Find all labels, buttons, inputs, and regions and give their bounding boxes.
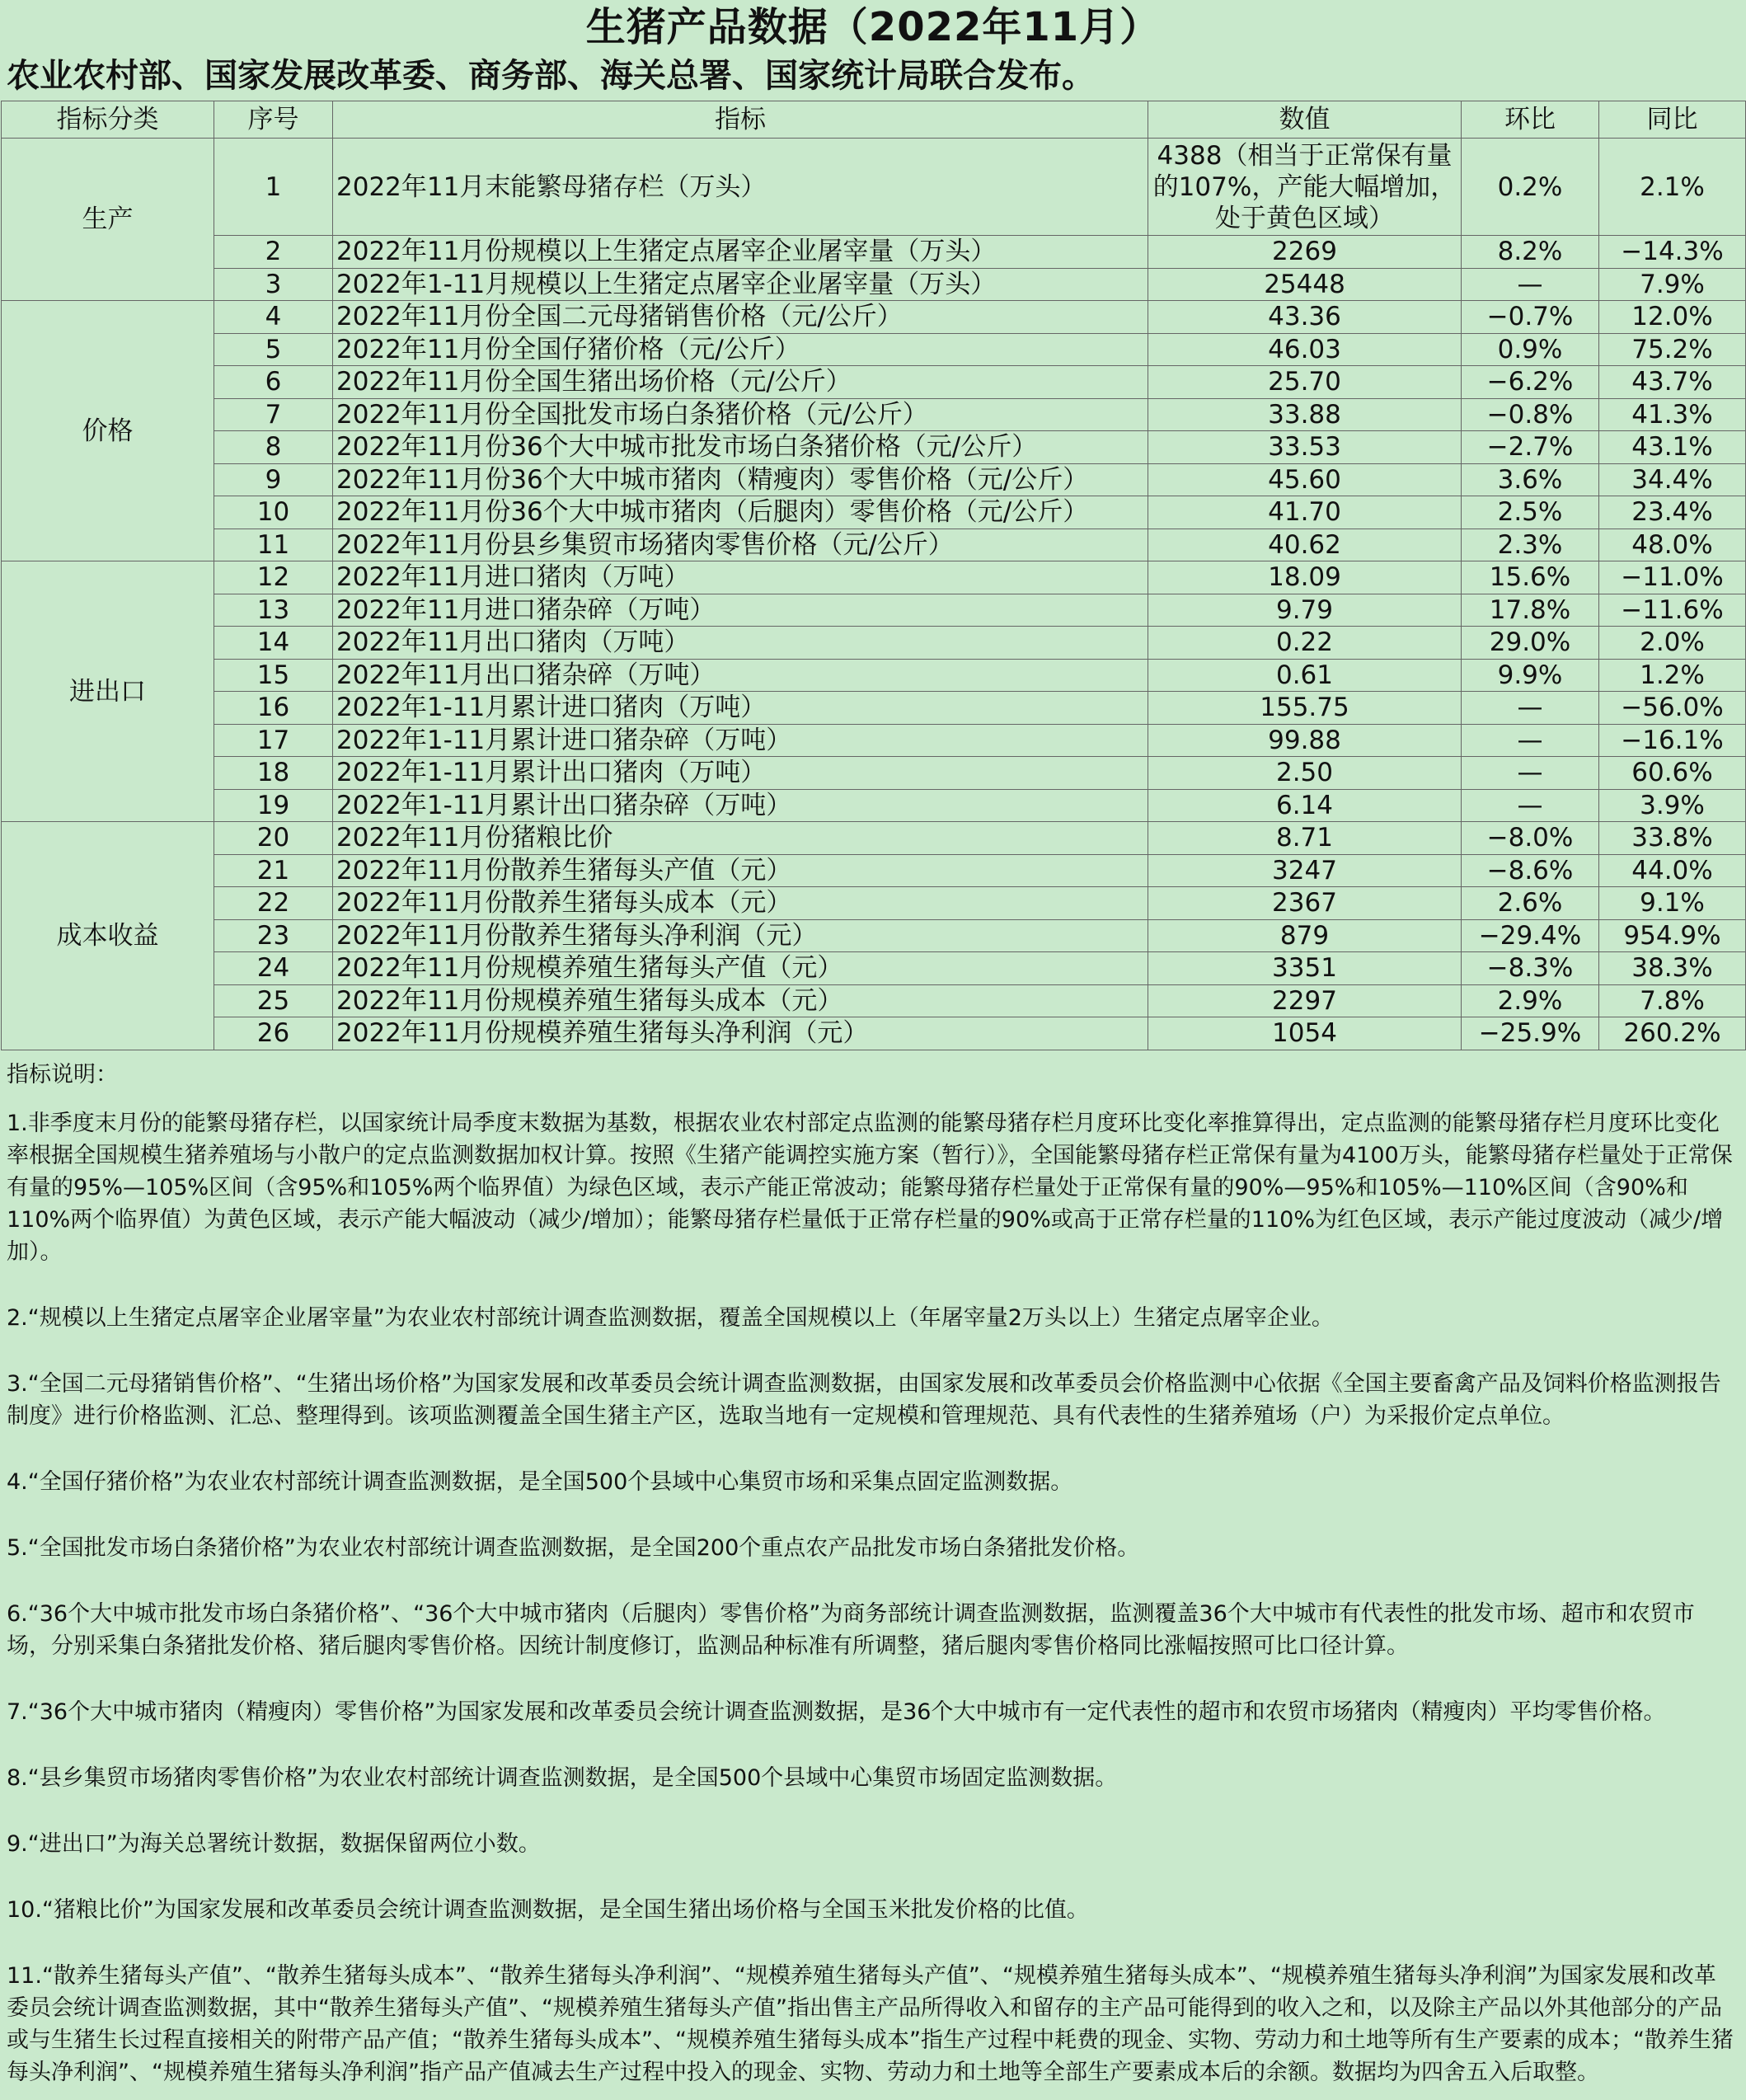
mom-cell: 0.2% — [1462, 139, 1599, 236]
indicator-cell: 2022年11月份散养生猪每头产值（元） — [333, 854, 1148, 887]
yoy-cell: 7.9% — [1599, 268, 1746, 301]
note-item: 10.“猪粮比价”为国家发展和改革委员会统计调查监测数据，是全国生猪出场价格与全国玉米批发价格的比值。 — [7, 1896, 1089, 1923]
table-row — [2, 887, 1746, 920]
header-value: 数值 — [1148, 101, 1462, 139]
table-row — [2, 561, 1746, 594]
seq-cell: 15 — [214, 659, 333, 692]
value-cell: 33.88 — [1148, 398, 1462, 431]
note-item: 3.“全国二元母猪销售价格”、“生猪出场价格”为国家发展和改革委员会统计调查监测数据，由国家发展和改革委员会价格监测中心依据《全国主要畜禽产品及饲料价格监测报告制度》进行价格监测、汇总、整理得到。该项监测覆盖全国生猪主产区，选取当地有一定规模和管理规范、具有代表性的生猪养殖场（户）为采报价定点单位。 — [7, 1370, 1721, 1429]
value-cell: 25448 — [1148, 268, 1462, 301]
value-cell: 0.22 — [1148, 627, 1462, 660]
yoy-cell: −16.1% — [1599, 724, 1746, 757]
seq-cell: 19 — [214, 789, 333, 822]
table-row — [2, 952, 1746, 985]
value-cell: 1054 — [1148, 1017, 1462, 1050]
value-cell: 43.36 — [1148, 301, 1462, 334]
mom-cell: — — [1462, 789, 1599, 822]
table-row — [2, 919, 1746, 952]
yoy-cell: −14.3% — [1599, 236, 1746, 269]
yoy-cell: 48.0% — [1599, 529, 1746, 561]
yoy-cell: 43.1% — [1599, 431, 1746, 464]
yoy-cell: 33.8% — [1599, 822, 1746, 855]
seq-cell: 6 — [214, 366, 333, 399]
mom-cell: 2.6% — [1462, 887, 1599, 920]
table-row — [2, 333, 1746, 366]
value-cell: 9.79 — [1148, 594, 1462, 627]
value-cell: 25.70 — [1148, 366, 1462, 399]
indicator-cell: 2022年11月份散养生猪每头净利润（元） — [333, 919, 1148, 952]
table-row — [2, 1017, 1746, 1050]
table-row — [2, 594, 1746, 627]
table-row — [2, 366, 1746, 399]
yoy-cell: 260.2% — [1599, 1017, 1746, 1050]
indicator-cell: 2022年11月份全国仔猪价格（元/公斤） — [333, 333, 1148, 366]
yoy-cell: −11.0% — [1599, 561, 1746, 594]
note-item: 4.“全国仔猪价格”为农业农村部统计调查监测数据，是全国500个县域中心集贸市场和采集点固定监测数据。 — [7, 1468, 1073, 1495]
indicator-cell: 2022年11月份规模养殖生猪每头成本（元） — [333, 984, 1148, 1017]
value-cell: 2.50 — [1148, 757, 1462, 790]
value-cell: 18.09 — [1148, 561, 1462, 594]
table-row — [2, 301, 1746, 334]
mom-cell: 29.0% — [1462, 627, 1599, 660]
seq-cell: 10 — [214, 496, 333, 529]
yoy-cell: −11.6% — [1599, 594, 1746, 627]
seq-cell: 16 — [214, 692, 333, 725]
note-item: 8.“县乡集贸市场猪肉零售价格”为农业农村部统计调查监测数据，是全国500个县域中心集贸市场固定监测数据。 — [7, 1764, 1118, 1791]
note-item: 1.非季度末月份的能繁母猪存栏，以国家统计局季度末数据为基数，根据农业农村部定点监测的能繁母猪存栏月度环比变化率推算得出，定点监测的能繁母猪存栏月度环比变化率根据全国规模生猪养殖场与小散户的定点监测数据加权计算。按照《生猪产能调控实施方案（暂行）》，全国能繁母猪存栏正常保有量为4100万头，能繁母猪存栏量处于正常保有量的95%—105%区间（含95%和105%两个临界值）为绿色区域，表示产能正常波动；能繁母猪存栏量处于正常保有量的90%—95%和105%—110%区间（含90%和110%两个临界值）为黄色区域，表示产能大幅波动（减少/增加）；能繁母猪存栏量低于正常存栏量的90%或高于正常存栏量的110%为红色区域，表示产能过度波动（减少/增加）。 — [7, 1110, 1733, 1265]
table-row — [2, 757, 1746, 790]
value-cell: 3247 — [1148, 854, 1462, 887]
seq-cell: 13 — [214, 594, 333, 627]
yoy-cell: 954.9% — [1599, 919, 1746, 952]
header-indicator: 指标 — [333, 101, 1148, 139]
category-cell: 成本收益 — [2, 822, 214, 1050]
seq-cell: 24 — [214, 952, 333, 985]
seq-cell: 25 — [214, 984, 333, 1017]
page-subtitle: 农业农村部、国家发展改革委、商务部、海关总署、国家统计局联合发布。 — [7, 57, 1095, 95]
value-cell: 2269 — [1148, 236, 1462, 269]
value-cell: 41.70 — [1148, 496, 1462, 529]
indicator-cell: 2022年11月进口猪肉（万吨） — [333, 561, 1148, 594]
table-row — [2, 236, 1746, 269]
table-row — [2, 659, 1746, 692]
indicator-cell: 2022年1-11月累计进口猪肉（万吨） — [333, 692, 1148, 725]
indicator-cell: 2022年1-11月累计出口猪杂碎（万吨） — [333, 789, 1148, 822]
header-seq: 序号 — [214, 101, 333, 139]
indicator-cell: 2022年1-11月累计进口猪杂碎（万吨） — [333, 724, 1148, 757]
mom-cell: −8.3% — [1462, 952, 1599, 985]
seq-cell: 17 — [214, 724, 333, 757]
mom-cell: 2.9% — [1462, 984, 1599, 1017]
category-cell: 生产 — [2, 139, 214, 301]
mom-cell: 17.8% — [1462, 594, 1599, 627]
mom-cell: −0.7% — [1462, 301, 1599, 334]
table-row — [2, 398, 1746, 431]
yoy-cell: 3.9% — [1599, 789, 1746, 822]
category-cell: 进出口 — [2, 561, 214, 822]
seq-cell: 9 — [214, 463, 333, 496]
mom-cell: 0.9% — [1462, 333, 1599, 366]
yoy-cell: 41.3% — [1599, 398, 1746, 431]
mom-cell: — — [1462, 724, 1599, 757]
yoy-cell: 44.0% — [1599, 854, 1746, 887]
value-cell: 3351 — [1148, 952, 1462, 985]
seq-cell: 14 — [214, 627, 333, 660]
value-cell: 99.88 — [1148, 724, 1462, 757]
seq-cell: 26 — [214, 1017, 333, 1050]
table-row — [2, 822, 1746, 855]
indicator-cell: 2022年1-11月规模以上生猪定点屠宰企业屠宰量（万头） — [333, 268, 1148, 301]
indicator-cell: 2022年11月份全国生猪出场价格（元/公斤） — [333, 366, 1148, 399]
value-cell: 8.71 — [1148, 822, 1462, 855]
yoy-cell: −56.0% — [1599, 692, 1746, 725]
seq-cell: 2 — [214, 236, 333, 269]
table-row — [2, 431, 1746, 464]
yoy-cell: 7.8% — [1599, 984, 1746, 1017]
table-row — [2, 268, 1746, 301]
indicator-cell: 2022年11月份36个大中城市批发市场白条猪价格（元/公斤） — [333, 431, 1148, 464]
value-cell: 879 — [1148, 919, 1462, 952]
mom-cell: — — [1462, 268, 1599, 301]
table-row — [2, 789, 1746, 822]
seq-cell: 1 — [214, 139, 333, 236]
indicator-cell: 2022年11月末能繁母猪存栏（万头） — [333, 139, 1148, 236]
note-item: 5.“全国批发市场白条猪价格”为农业农村部统计调查监测数据，是全国200个重点农产品批发市场白条猪批发价格。 — [7, 1534, 1140, 1561]
indicator-cell: 2022年11月出口猪杂碎（万吨） — [333, 659, 1148, 692]
mom-cell: 2.5% — [1462, 496, 1599, 529]
value-cell: 0.61 — [1148, 659, 1462, 692]
mom-cell: 2.3% — [1462, 529, 1599, 561]
header-yoy: 同比 — [1599, 101, 1746, 139]
yoy-cell: 43.7% — [1599, 366, 1746, 399]
mom-cell: 8.2% — [1462, 236, 1599, 269]
value-cell: 2367 — [1148, 887, 1462, 920]
yoy-cell: 9.1% — [1599, 887, 1746, 920]
indicator-cell: 2022年11月份36个大中城市猪肉（精瘦肉）零售价格（元/公斤） — [333, 463, 1148, 496]
value-cell: 46.03 — [1148, 333, 1462, 366]
value-cell: 40.62 — [1148, 529, 1462, 561]
value-cell: 33.53 — [1148, 431, 1462, 464]
mom-cell: −8.0% — [1462, 822, 1599, 855]
seq-cell: 11 — [214, 529, 333, 561]
note-item: 7.“36个大中城市猪肉（精瘦肉）零售价格”为国家发展和改革委员会统计调查监测数据，是36个大中城市有一定代表性的超市和农贸市场猪肉（精瘦肉）平均零售价格。 — [7, 1698, 1666, 1725]
header-category: 指标分类 — [2, 101, 214, 139]
mom-cell: −8.6% — [1462, 854, 1599, 887]
indicator-cell: 2022年11月份规模养殖生猪每头产值（元） — [333, 952, 1148, 985]
seq-cell: 5 — [214, 333, 333, 366]
seq-cell: 4 — [214, 301, 333, 334]
note-item: 11.“散养生猪每头产值”、“散养生猪每头成本”、“散养生猪每头净利润”、“规模养殖生猪每头产值”、“规模养殖生猪每头成本”、“规模养殖生猪每头净利润”为国家发展和改革委员会统计调查监测数据，其中“散养生猪每头产值”、“规模养殖生猪每头产值”指出售主产品所得收入和留存的主产品可能得到的收入之和，以及除主产品以外其他部分的产品或与生猪生长过程直接相关的附带产品产值；“散养生猪每头成本”、“规模养殖生猪每头成本”指生产过程中耗费的现金、实物、劳动力和土地等所有生产要素的成本；“散养生猪每头净利润”、“规模养殖生猪每头净利润”指产品产值减去生产过程中投入的现金、实物、劳动力和土地等全部生产要素成本后的余额。数据均为四舍五入后取整。 — [7, 1962, 1734, 2085]
indicator-cell: 2022年11月份猪粮比价 — [333, 822, 1148, 855]
category-cell: 价格 — [2, 301, 214, 561]
yoy-cell: 23.4% — [1599, 496, 1746, 529]
table-row — [2, 627, 1746, 660]
seq-cell: 3 — [214, 268, 333, 301]
yoy-cell: 2.1% — [1599, 139, 1746, 236]
mom-cell: −25.9% — [1462, 1017, 1599, 1050]
indicator-cell: 2022年11月份规模以上生猪定点屠宰企业屠宰量（万头） — [333, 236, 1148, 269]
mom-cell: −2.7% — [1462, 431, 1599, 464]
seq-cell: 8 — [214, 431, 333, 464]
table-row — [2, 139, 1746, 236]
indicator-cell: 2022年11月份散养生猪每头成本（元） — [333, 887, 1148, 920]
seq-cell: 12 — [214, 561, 333, 594]
mom-cell: −29.4% — [1462, 919, 1599, 952]
indicator-cell: 2022年11月出口猪肉（万吨） — [333, 627, 1148, 660]
indicator-cell: 2022年11月份全国二元母猪销售价格（元/公斤） — [333, 301, 1148, 334]
value-cell: 6.14 — [1148, 789, 1462, 822]
value-cell: 155.75 — [1148, 692, 1462, 725]
yoy-cell: 1.2% — [1599, 659, 1746, 692]
indicator-cell: 2022年11月进口猪杂碎（万吨） — [333, 594, 1148, 627]
indicator-cell: 2022年11月份规模养殖生猪每头净利润（元） — [333, 1017, 1148, 1050]
mom-cell: — — [1462, 692, 1599, 725]
table-row — [2, 854, 1746, 887]
header-mom: 环比 — [1462, 101, 1599, 139]
seq-cell: 23 — [214, 919, 333, 952]
value-cell: 45.60 — [1148, 463, 1462, 496]
data-table — [1, 101, 1746, 1050]
mom-cell: −6.2% — [1462, 366, 1599, 399]
notes-title: 指标说明： — [7, 1061, 118, 1088]
seq-cell: 20 — [214, 822, 333, 855]
table-row — [2, 984, 1746, 1017]
mom-cell: −0.8% — [1462, 398, 1599, 431]
table-row — [2, 496, 1746, 529]
table-row — [2, 692, 1746, 725]
table-row — [2, 724, 1746, 757]
seq-cell: 21 — [214, 854, 333, 887]
indicator-cell: 2022年11月份县乡集贸市场猪肉零售价格（元/公斤） — [333, 529, 1148, 561]
value-cell: 2297 — [1148, 984, 1462, 1017]
yoy-cell: 2.0% — [1599, 627, 1746, 660]
note-item: 6.“36个大中城市批发市场白条猪价格”、“36个大中城市猪肉（后腿肉）零售价格”为商务部统计调查监测数据，监测覆盖36个大中城市有代表性的批发市场、超市和农贸市场，分别采集白条猪批发价格、猪后腿肉零售价格。因统计制度修订，监测品种标准有所调整，猪后腿肉零售价格同比涨幅按照可比口径计算。 — [7, 1600, 1695, 1659]
table-header-row — [2, 101, 1746, 139]
yoy-cell: 75.2% — [1599, 333, 1746, 366]
yoy-cell: 38.3% — [1599, 952, 1746, 985]
table-row — [2, 463, 1746, 496]
note-item: 2.“规模以上生猪定点屠宰企业屠宰量”为农业农村部统计调查监测数据，覆盖全国规模以上（年屠宰量2万头以上）生猪定点屠宰企业。 — [7, 1304, 1334, 1331]
indicator-cell: 2022年11月份全国批发市场白条猪价格（元/公斤） — [333, 398, 1148, 431]
page-title: 生猪产品数据（2022年11月） — [585, 4, 1161, 50]
value-cell: 4388（相当于正常保有量的107%，产能大幅增加，处于黄色区域） — [1148, 139, 1462, 236]
yoy-cell: 12.0% — [1599, 301, 1746, 334]
indicator-cell: 2022年11月份36个大中城市猪肉（后腿肉）零售价格（元/公斤） — [333, 496, 1148, 529]
yoy-cell: 34.4% — [1599, 463, 1746, 496]
table-row — [2, 529, 1746, 561]
mom-cell: 9.9% — [1462, 659, 1599, 692]
notes-section — [0, 1050, 1746, 2088]
mom-cell: 15.6% — [1462, 561, 1599, 594]
mom-cell: — — [1462, 757, 1599, 790]
yoy-cell: 60.6% — [1599, 757, 1746, 790]
seq-cell: 7 — [214, 398, 333, 431]
mom-cell: 3.6% — [1462, 463, 1599, 496]
seq-cell: 18 — [214, 757, 333, 790]
indicator-cell: 2022年1-11月累计出口猪肉（万吨） — [333, 757, 1148, 790]
seq-cell: 22 — [214, 887, 333, 920]
note-item: 9.“进出口”为海关总署统计数据，数据保留两位小数。 — [7, 1830, 541, 1857]
